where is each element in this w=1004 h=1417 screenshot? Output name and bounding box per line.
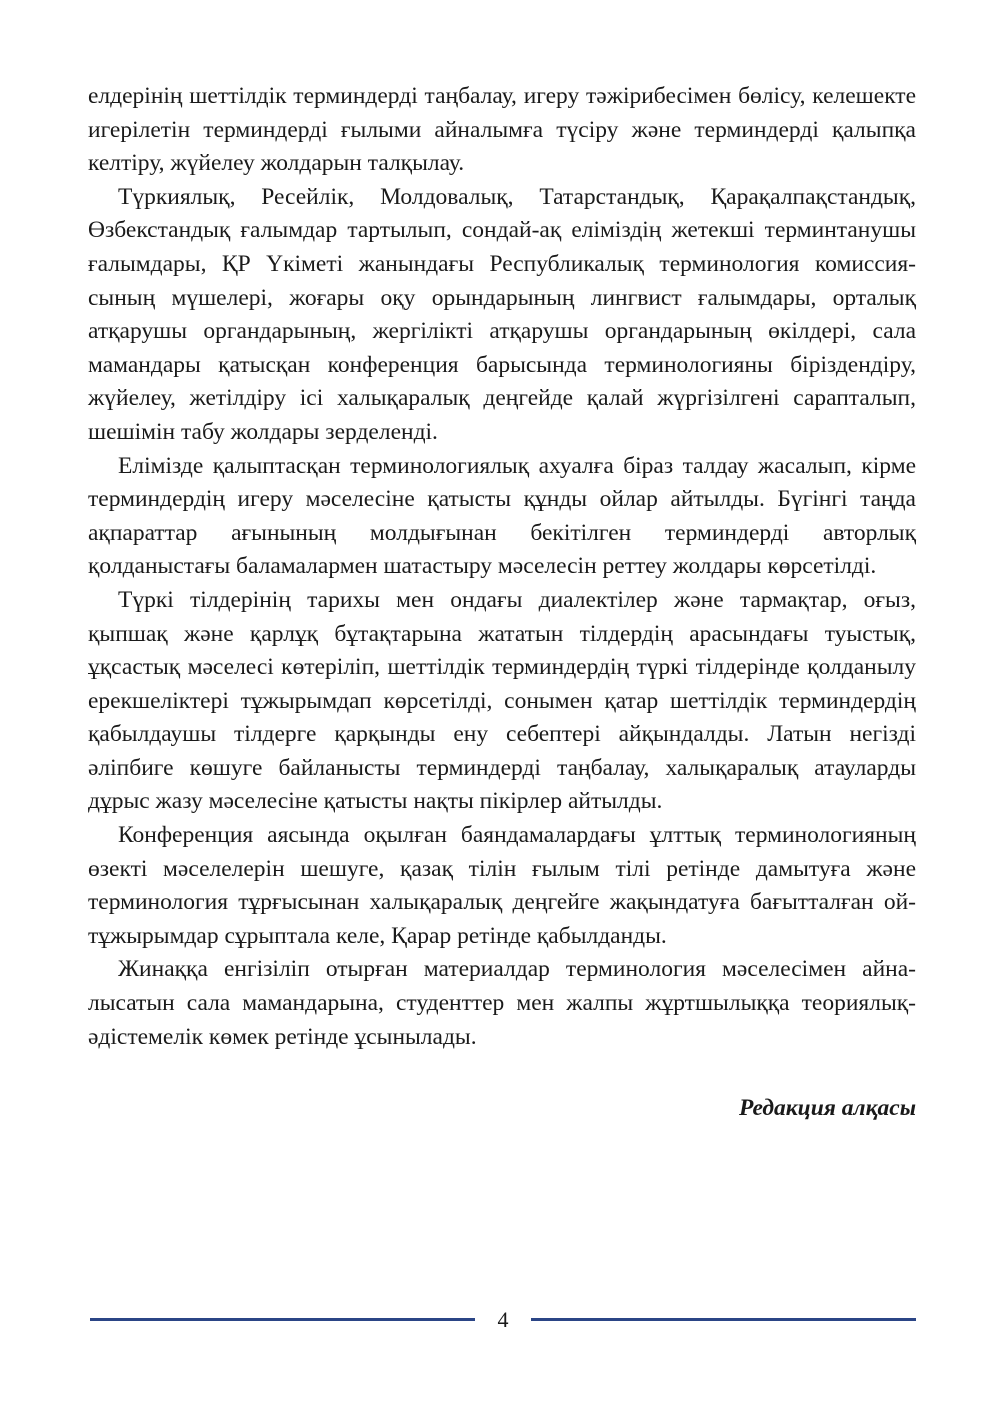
paragraph: Конференция аясында оқылған баяндамалардағы ұлттық терминологияның өзекті мәселелерін шешуге, қазақ тілін ғылым тілі ретінде дамытуға және терминология тұрғысынан халықаралық деңгейге жақындатуға бағытталған ой-тұжырымдар сұрыптала келе, Қарар ретінде қабылданды. <box>88 822 916 949</box>
paragraph: Елімізде қалыптасқан терминологиялық ахуалға біраз талдау жасалып, кірме терминдердің игеру мәселесіне қатысты құнды ойлар айтылды. Бүгінгі таңда ақпараттар ағынының молдығынан бекітілген терминдерді авторлық қолданыстағы баламалармен шатастыру мәселесін реттеу жолдары көрсетілді. <box>88 452 916 580</box>
page-footer <box>90 1306 916 1336</box>
footer-rule-right <box>531 1318 916 1321</box>
page-body <box>88 80 916 1126</box>
editorial-board-signature: Редакция алқасы <box>739 1095 916 1122</box>
paragraph: Түркиялық, Ресейлік, Молдовалық, Татарстандық, Қарақалпақстандық, Өзбекстандық ғалымдар тартылып, сондай-ақ еліміздің жетекші терминтанушы ғалымдары, ҚР Үкіметі жанындағы Республикалық терминология комиссиясының мүшелері, жоғары оқу орындарының лингвист ғалымдары, орталық атқарушы органдарының, жергілікті атқарушы органдарының өкілдері, сала мамандары қатысқан конференция барысында терминологияны біріздендіру, жүйелеу, жетілдіру ісі халықаралық деңгейде қалай жүргізілгені сарапталып, шешімін табу жолдары зерделенді. <box>88 183 916 445</box>
paragraph: Жинаққа енгізіліп отырған материалдар терминология мәселесімен айналысатын сала мамандарына, студенттер мен жалпы жұртшылыққа теориялық-әдістемелік көмек ретінде ұсынылады. <box>88 956 916 1050</box>
page-number: 4 <box>497 1307 509 1332</box>
paragraph: Түркі тілдерінің тарихы мен ондағы диалектілер және тармақтар, оғыз, қыпшақ және қарлұқ бұтақтарына жататын тілдердің арасындағы туыстық, ұқсастық мәселесі көтеріліп, шеттілдік терминдердің түркі тілдерінде қолданылу ерекшеліктері тұжырымдап көрсетілді, сонымен қатар шеттілдік терминдердің қабылдаушы тілдерге қарқынды ену себептері айқындалды. Латын негізді әліпбиге көшуге байланысты терминдерді таңбалау, халықаралық атауларды дұрыс жазу мәселесіне қатысты нақты пікірлер айтылды. <box>88 586 916 815</box>
paragraph: елдерінің шеттілдік терминдерді таңбалау, игеру тәжірибесімен бөлісу, келешекте игерілетін терминдерді ғылыми айналымға түсіру және терминдерді қалыпқа келтіру, жүйелеу жолдарын талқылау. <box>88 83 916 177</box>
